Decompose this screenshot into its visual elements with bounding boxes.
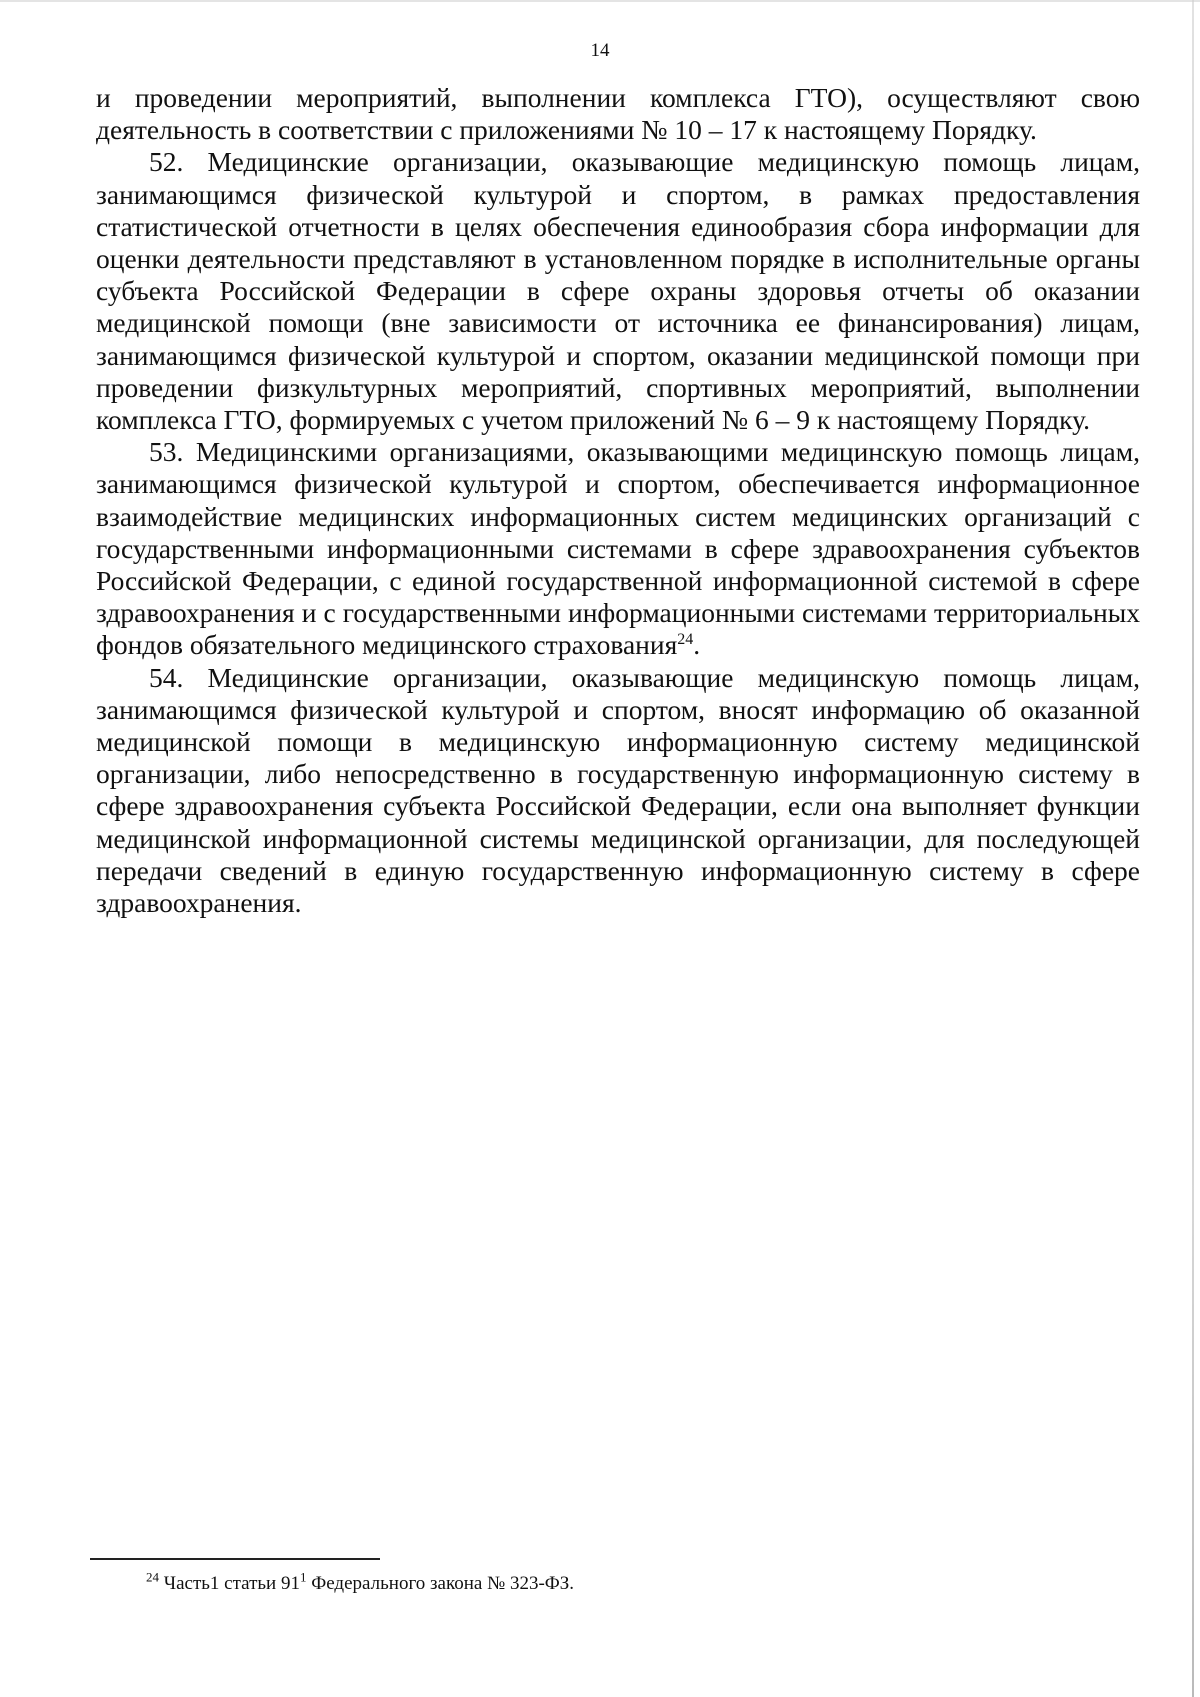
paragraph-52: 52. Медицинские организации, оказывающие медицинскую помощь лицам, занимающимся физической культурой и спортом, в рамках предоставления статистической отчетности в целях обеспечения единообразия сбора информации для оценки деятельности представляют в установленном порядке в исполнительные органы субъекта Российской Федерации в сфере охраны здоровья отчеты об оказании медицинской помощи (вне зависимости от источника ее финансирования) лицам, занимающимся физической культурой и спортом, оказании медицинской помощи при проведении физкультурных мероприятий, спортивных мероприятий, выполнении комплекса ГТО, формируемых с учетом приложений № 6 – 9 к настоящему Порядку. bbox=[96, 146, 1140, 436]
footnote-text-after: Федерального закона № 323-ФЗ. bbox=[306, 1573, 575, 1594]
paragraph-54: 54. Медицинские организации, оказывающие медицинскую помощь лицам, занимающимся физической культурой и спортом, вносят информацию об оказанной медицинской помощи в медицинскую информационную систему медицинской организации, либо непосредственно в государственную информационную систему в сфере здравоохранения субъекта Российской Федерации, если она выполняет функции медицинской информационной системы медицинской организации, для последующей передачи сведений в единую государственную информационную систему в сфере здравоохранения. bbox=[96, 661, 1140, 919]
paragraph-53-end: . bbox=[693, 629, 701, 661]
footnote-text-before: Часть1 статьи 91 bbox=[159, 1573, 300, 1594]
footnote-divider bbox=[90, 1558, 380, 1560]
paragraph-53-text: 53. Медицинскими организациями, оказывающими медицинскую помощь лицам, занимающимся физической культурой и спортом, обеспечивается информационное взаимодействие медицинских информационных систем медицинских организаций с государственными информационными системами в сфере здравоохранения субъектов Российской Федерации, с единой государственной информационной системой в сфере здравоохранения и с государственными информационными системами территориальных фондов обязательного медицинского страхования bbox=[96, 436, 1140, 661]
scan-edge-top bbox=[0, 0, 1200, 2]
paragraph-continuation: и проведении мероприятий, выполнении комплекса ГТО), осуществляют свою деятельность в соответствии с приложениями № 10 – 17 к настоящему Порядку. bbox=[96, 82, 1140, 146]
page-number: 14 bbox=[590, 40, 610, 61]
paragraph-53 bbox=[96, 436, 1140, 661]
footnote-superscript: 1 bbox=[299, 1569, 307, 1585]
scan-edge-right bbox=[1192, 0, 1194, 1697]
document-body bbox=[96, 82, 1140, 919]
footnote-reference[interactable]: 24 bbox=[677, 631, 694, 649]
footnote-marker: 24 bbox=[146, 1569, 159, 1585]
footnote bbox=[146, 1569, 1046, 1596]
